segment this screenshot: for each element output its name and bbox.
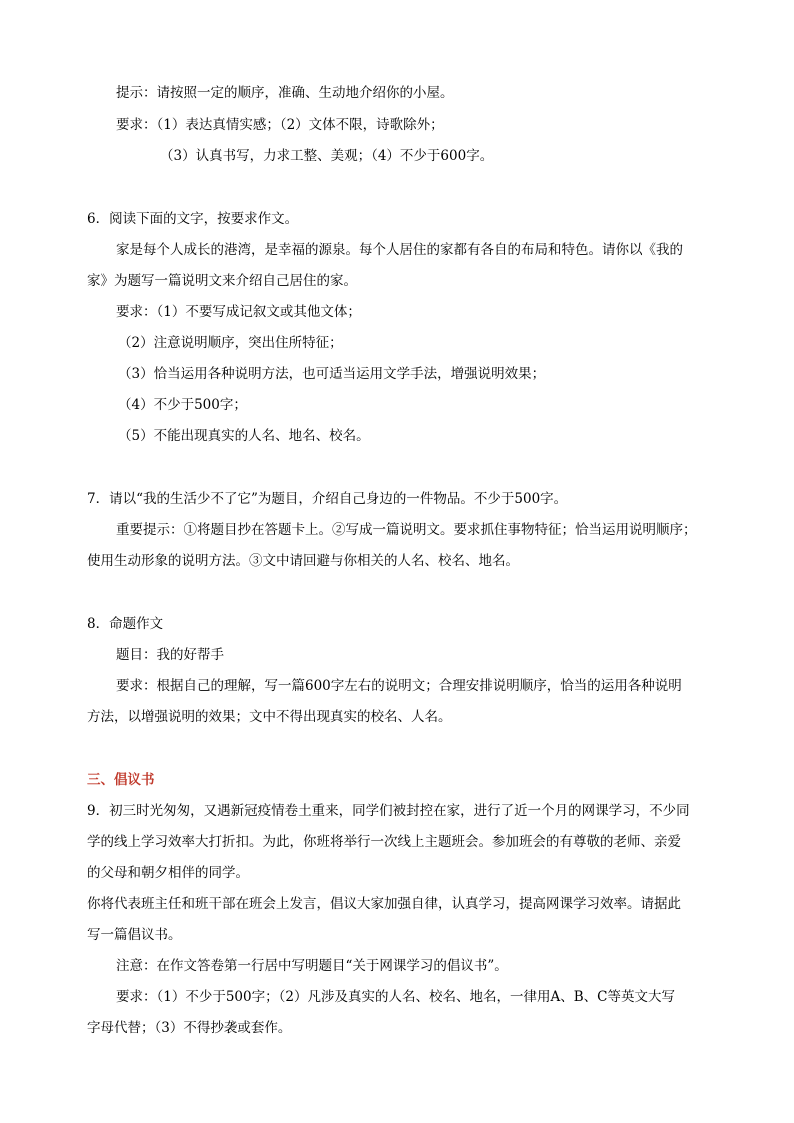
section-heading: 三、倡议书 [87, 772, 155, 788]
question-9-body: 9．初三时光匆匆，又遇新冠疫情卷土重来，同学们被封控在家，进行了近一个月的网课学习，不少同 [87, 803, 690, 819]
requirement-line: （4）不少于500字； [118, 397, 247, 413]
question-9-requirement: 字母代替；（3）不得抄袭或套作。 [87, 1020, 292, 1036]
question-9-body: 的父母和朝夕相伴的同学。 [87, 865, 249, 881]
requirement-line: 要求：（1）不要写成记叙文或其他文体； [116, 304, 361, 320]
question-8-requirement: 方法，以增强说明的效果；文中不得出现真实的校名、人名。 [87, 709, 452, 725]
question-8-requirement: 要求：根据自己的理解，写一篇600字左右的说明文；合理安排说明顺序，恰当的运用各种说明 [116, 678, 682, 694]
question-8-topic: 题目：我的好帮手 [116, 647, 224, 663]
question-9-body: 写一篇倡议书。 [87, 927, 182, 943]
hint-line: 提示：请按照一定的顺序，准确、生动地介绍你的小屋。 [116, 85, 454, 101]
question-6-body: 家》为题写一篇说明文来介绍自己居住的家。 [87, 273, 357, 289]
requirement-line: 要求：（1）表达真情实感；（2）文体不限，诗歌除外； [116, 117, 444, 133]
question-9-requirement: 要求：（1）不少于500字；（2）凡涉及真实的人名、校名、地名，一律用A、B、C等英文大写 [116, 989, 675, 1005]
requirement-line: （3）恰当运用各种说明方法，也可适当运用文学手法，增强说明效果； [118, 366, 546, 382]
question-9-body: 学的线上学习效率大打折扣。为此，你班将举行一次线上主题班会。参加班会的有尊敬的老师、亲爱 [87, 834, 681, 850]
requirement-line: （2）注意说明顺序，突出住所特征； [118, 335, 343, 351]
question-7-title: 7．请以“我的生活少不了它”为题目，介绍自己身边的一件物品。不少于500字。 [87, 491, 568, 507]
question-6-body: 家是每个人成长的港湾，是幸福的源泉。每个人居住的家都有各自的布局和特色。请你以《我的 [116, 242, 683, 258]
requirement-line: （3）认真书写，力求工整、美观；（4）不少于600字。 [160, 148, 494, 164]
question-9-body: 你将代表班主任和班干部在班会上发言，倡议大家加强自律，认真学习，提高网课学习效率。请据此 [87, 896, 681, 912]
question-7-tip: 使用生动形象的说明方法。③文中请回避与你相关的人名、校名、地名。 [87, 553, 519, 569]
question-9-note: 注意：在作文答卷第一行居中写明题目“关于网课学习的倡议书”。 [116, 958, 508, 974]
question-6-title: 6．阅读下面的文字，按要求作文。 [87, 211, 299, 227]
question-7-tip: 重要提示：①将题目抄在答题卡上。②写成一篇说明文。要求抓住事物特征；恰当运用说明顺序； [116, 522, 697, 538]
question-8-title: 8．命题作文 [87, 616, 164, 632]
requirement-line: （5）不能出现真实的人名、地名、校名。 [118, 428, 370, 444]
